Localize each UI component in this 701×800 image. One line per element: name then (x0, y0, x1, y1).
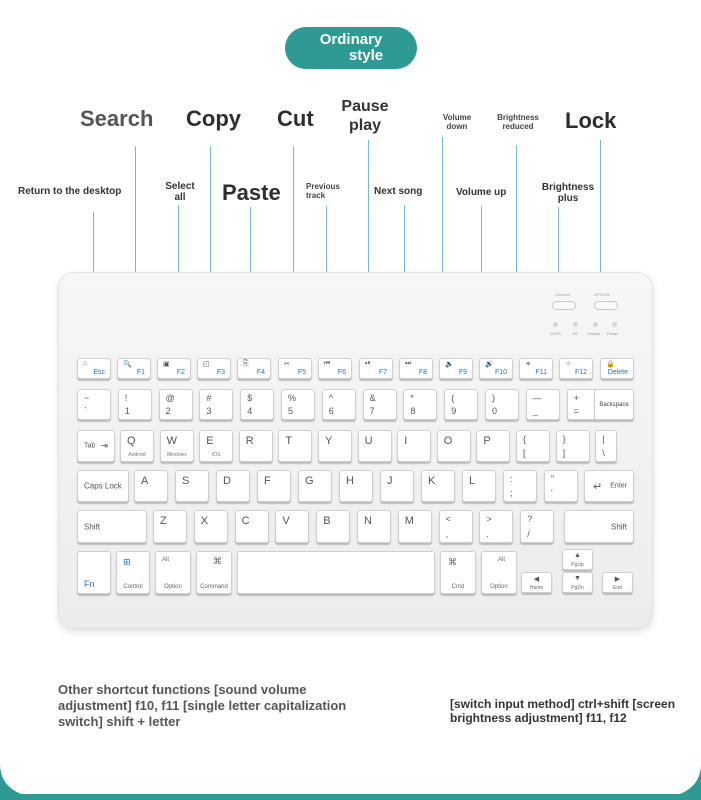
key-letter: B (323, 515, 331, 527)
key-top-char: ~ (84, 393, 90, 403)
bottom-letter-key[interactable] (194, 510, 228, 543)
key-letter: E (206, 435, 214, 447)
right-arrow-icon: ▶ (614, 576, 621, 583)
style-badge (285, 27, 417, 69)
key-letter: V (282, 515, 290, 527)
qwerty-key[interactable] (437, 430, 471, 462)
qwerty-key[interactable] (318, 430, 352, 462)
enter-label: Enter (610, 482, 627, 490)
fn-key-icon: 🔍 (123, 361, 132, 368)
bottom-letter-key[interactable] (275, 510, 309, 543)
fn-key-label: Esc (93, 369, 105, 376)
key-top-char: " (551, 474, 555, 484)
key-letter: J (387, 475, 393, 487)
label-previous-track (306, 182, 340, 200)
key-top-char: > (486, 514, 492, 524)
key-letter: O (443, 435, 453, 447)
fn-key-icon: ☼ (565, 360, 572, 367)
alt-label-right: Alt (498, 557, 506, 563)
tab-arrows-icon: ⇥ (100, 440, 108, 451)
bottom-letter-key[interactable] (439, 510, 473, 543)
label-pause-play (338, 97, 392, 135)
fn-key-icon: ☀ (525, 361, 532, 368)
key-bottom-char: 3 (206, 406, 212, 416)
return-arrow-icon: ↵ (593, 481, 603, 493)
home-row-key[interactable] (175, 470, 209, 502)
command-icon: ⌘ (213, 556, 222, 566)
key-top-char: | (602, 434, 605, 444)
down-arrow-icon: ▼ (574, 575, 581, 582)
key-bottom-char: ` (84, 406, 87, 416)
key-letter: L (469, 475, 476, 487)
key-bottom-char: [ (523, 448, 526, 458)
label-brightness-plus (540, 182, 596, 204)
key-top-char: — (532, 393, 542, 403)
key-bottom-char: 4 (247, 406, 253, 416)
home-label: Home (529, 585, 544, 591)
fn-row-key[interactable] (439, 358, 473, 379)
home-row-key[interactable] (544, 470, 578, 502)
end-label: End (613, 585, 622, 591)
left-shift-label: Shift (84, 522, 101, 531)
home-key[interactable] (521, 572, 552, 593)
option-label-right: Option (490, 584, 508, 590)
label-select-all (162, 181, 198, 203)
option-key[interactable] (155, 551, 191, 594)
fn-row-key[interactable] (117, 358, 151, 379)
key-top-char: & (369, 393, 376, 403)
key-top-char: ( (451, 393, 455, 403)
fn-row-key[interactable] (237, 358, 271, 379)
key-bottom-char: ' (551, 488, 553, 498)
qwerty-key[interactable] (199, 430, 233, 462)
bottom-letter-key[interactable] (398, 510, 432, 543)
alt-label-left: Alt (162, 557, 170, 563)
tab-key[interactable] (77, 430, 115, 462)
fn-key[interactable] (77, 551, 111, 594)
qwerty-key[interactable] (595, 430, 617, 462)
key-bottom-char: 5 (288, 406, 294, 416)
pgdn-key[interactable] (562, 572, 593, 593)
option-label-left: Option (164, 584, 182, 590)
key-top-char: { (523, 434, 527, 444)
fn-row-key[interactable] (479, 358, 513, 379)
fn-key-icon: 🔈 (445, 361, 454, 368)
key-top-char: ) (492, 393, 495, 403)
fn-key-icon: ⏯ (365, 360, 371, 367)
backspace-key[interactable] (594, 389, 634, 420)
command-label: Command (200, 584, 228, 590)
key-letter: R (245, 435, 254, 447)
fn-key-icon: ⏮ (324, 360, 331, 367)
key-letter: Z (160, 515, 167, 527)
end-key[interactable] (602, 572, 633, 593)
label-track: track (306, 191, 326, 200)
bottom-letter-key[interactable] (520, 510, 554, 543)
label-search: Search (80, 106, 154, 131)
qwerty-key[interactable] (516, 430, 550, 462)
qwerty-key[interactable] (358, 430, 392, 462)
label-return-desktop: Return to the desktop (18, 186, 122, 197)
control-label: Control (123, 584, 143, 590)
key-letter: S (182, 475, 190, 487)
fn-row-key[interactable] (600, 358, 634, 379)
fn-key-icon: ⌂ (83, 360, 88, 367)
home-row-key[interactable] (421, 470, 455, 502)
home-row-key[interactable] (462, 470, 496, 502)
fn-key-icon: 🔊 (485, 361, 494, 368)
qwerty-key[interactable] (160, 430, 194, 462)
fn-label: Fn (84, 579, 95, 589)
bottom-letter-key[interactable] (357, 510, 391, 543)
qwerty-key[interactable] (476, 430, 510, 462)
label-brightness-reduced-1: Brightness (497, 113, 539, 122)
fn-key-label: F2 (176, 369, 185, 376)
key-top-char: + (573, 393, 579, 403)
number-row-key[interactable] (485, 389, 519, 420)
key-bottom-char: 9 (451, 406, 457, 416)
fn-key-label: F1 (136, 369, 145, 376)
badge-line-2: style (348, 47, 384, 64)
caps-led (553, 322, 558, 327)
key-letter: I (404, 435, 408, 447)
spacebar[interactable] (237, 551, 435, 594)
qwerty-key[interactable] (278, 430, 312, 462)
option-key-right[interactable] (481, 551, 517, 594)
key-bottom-char: _ (532, 406, 538, 416)
bottom-letter-key[interactable] (479, 510, 513, 543)
key-bottom-char: 6 (328, 406, 334, 416)
key-bottom-char: . (486, 529, 489, 539)
bottom-teal-band (0, 764, 701, 800)
fn-row-key[interactable] (559, 358, 593, 379)
key-os-label: Windows (166, 452, 187, 458)
key-top-char: * (410, 393, 414, 403)
cmd-key-right[interactable] (440, 551, 476, 594)
key-top-char: ^ (328, 393, 334, 403)
cmd-label: Cmd (451, 584, 465, 590)
qwerty-key[interactable] (120, 430, 154, 462)
key-letter: U (364, 435, 373, 447)
label-brightness-plus-1: Brightness (541, 182, 595, 193)
fn-key-icon: 🔒 (606, 361, 615, 368)
key-letter: W (166, 435, 177, 447)
fn-key-label: Delete (607, 369, 628, 376)
bottom-letter-key[interactable] (235, 510, 269, 543)
key-bottom-char: ; (510, 488, 513, 498)
left-arrow-icon: ◀ (533, 576, 540, 583)
key-top-char: ! (124, 393, 128, 403)
label-cut: Cut (277, 106, 314, 131)
caps-lock-key[interactable] (77, 470, 129, 502)
key-letter: Y (325, 435, 333, 447)
shortcut-note-right: [switch input method] ctrl+shift [screen brightness adjustment] f11, f12 (450, 697, 676, 725)
key-letter: A (141, 475, 149, 487)
number-row-key[interactable] (281, 389, 315, 420)
label-copy: Copy (186, 106, 241, 131)
fn-key-label: F8 (418, 369, 427, 376)
fn-row-key[interactable] (197, 358, 231, 379)
backspace-label: Backspace (599, 401, 629, 408)
indicator-panel (548, 292, 628, 342)
key-top-char: @ (165, 393, 175, 403)
label-volume-down (439, 113, 475, 131)
connect-switch[interactable] (552, 301, 576, 310)
number-row-key[interactable] (77, 389, 111, 420)
fn-key-label: F11 (535, 369, 547, 376)
fn-key-icon: ◰ (203, 361, 210, 368)
key-top-char: < (445, 514, 451, 524)
power-label: Power (607, 331, 619, 336)
label-play: play (348, 117, 381, 134)
key-os-label: Android (128, 452, 146, 458)
fn-key-icon: ⎘ (243, 360, 249, 367)
key-letter: H (346, 475, 354, 487)
key-letter: G (305, 475, 314, 487)
qwerty-key[interactable] (397, 430, 431, 462)
key-top-char: : (510, 474, 513, 484)
key-letter: C (241, 515, 250, 527)
fn-key-label: F5 (297, 369, 306, 376)
up-arrow-icon: ▲ (574, 552, 581, 559)
fn-row-key[interactable] (157, 358, 191, 379)
label-lock: Lock (565, 108, 617, 133)
fn-key-label: F10 (494, 369, 507, 376)
control-key[interactable] (116, 551, 150, 594)
fn-row-key[interactable] (278, 358, 312, 379)
key-letter: K (428, 475, 436, 487)
home-row-key[interactable] (216, 470, 250, 502)
label-volume-down-1: Volume (442, 113, 472, 122)
number-row-key[interactable] (444, 389, 478, 420)
enter-key[interactable] (584, 470, 634, 502)
right-shift-label: Shift (610, 522, 627, 531)
label-pause: Pause (341, 98, 389, 115)
fn-row-key[interactable] (77, 358, 111, 379)
command-icon-right: ⌘ (448, 557, 457, 567)
home-row-key[interactable] (380, 470, 414, 502)
fn-row-key[interactable] (399, 358, 433, 379)
home-row-key[interactable] (503, 470, 537, 502)
bottom-letter-key[interactable] (316, 510, 350, 543)
command-key[interactable] (196, 551, 232, 594)
option-label: OPTION (594, 292, 610, 297)
option-switch[interactable] (594, 301, 618, 310)
key-top-char: % (288, 393, 297, 403)
key-letter: F (264, 475, 271, 487)
number-row-key[interactable] (118, 389, 152, 420)
number-row-key[interactable] (322, 389, 356, 420)
key-top-char: } (562, 434, 566, 444)
fn-key-icon: ✂ (284, 361, 290, 368)
bt-led (573, 322, 578, 327)
key-bottom-char: ] (562, 448, 566, 458)
label-select: Select (165, 181, 195, 192)
fn-row-key[interactable] (519, 358, 553, 379)
fn-key-icon: ⏭ (405, 360, 412, 367)
charge-label: Charge (587, 331, 601, 336)
number-row-key[interactable] (159, 389, 193, 420)
key-bottom-char: 2 (165, 406, 171, 416)
key-letter: T (285, 435, 293, 447)
number-row-key[interactable] (240, 389, 274, 420)
power-led (612, 322, 617, 327)
label-paste: Paste (222, 180, 281, 205)
fn-key-label: F6 (337, 369, 346, 376)
tab-label: Tab (84, 442, 96, 450)
fn-key-label: F9 (458, 369, 467, 376)
home-row-key[interactable] (134, 470, 168, 502)
number-row-key[interactable] (199, 389, 233, 420)
key-bottom-char: 0 (492, 406, 498, 416)
fn-row-key[interactable] (359, 358, 393, 379)
caps-lock-label: Caps Lock (84, 481, 122, 491)
windows-icon: ⊞ (123, 557, 131, 567)
charge-led (593, 322, 598, 327)
bottom-letter-key[interactable] (153, 510, 187, 543)
connect-label: Connect (555, 292, 570, 297)
key-letter: D (223, 475, 231, 487)
fn-key-label: F12 (574, 369, 587, 376)
number-row-key[interactable] (526, 389, 560, 420)
key-bottom-char: = (573, 406, 579, 416)
key-letter: M (404, 515, 414, 527)
label-previous: Previous (306, 182, 340, 191)
key-os-label: IOS (211, 452, 221, 458)
fn-key-icon: ▣ (163, 361, 170, 368)
label-brightness-reduced (494, 113, 542, 131)
key-letter: N (364, 515, 372, 527)
key-letter: Q (127, 435, 136, 447)
key-bottom-char: 7 (369, 406, 375, 416)
key-top-char: # (206, 393, 212, 403)
left-shift-key[interactable] (77, 510, 147, 543)
bt-label: BT (573, 331, 579, 336)
number-row-key[interactable] (363, 389, 397, 420)
fn-row-key[interactable] (318, 358, 352, 379)
fn-key-label: F3 (216, 369, 225, 376)
key-letter: P (483, 435, 491, 447)
right-shift-key[interactable] (564, 510, 634, 543)
qwerty-key[interactable] (239, 430, 273, 462)
key-bottom-char: / (527, 529, 530, 539)
home-row-key[interactable] (339, 470, 373, 502)
key-letter: X (200, 515, 209, 527)
label-brightness-plus-2: plus (557, 193, 579, 204)
fn-key-label: F7 (378, 369, 387, 376)
number-row-key[interactable] (403, 389, 437, 420)
key-top-char: ? (527, 514, 533, 524)
shortcut-note-left: Other shortcut functions [sound volume adjustment] f10, f11 [single letter capitalization switch] shift + letter (58, 682, 347, 729)
pgup-key[interactable] (562, 549, 593, 570)
key-bottom-char: , (445, 529, 449, 539)
key-top-char: $ (247, 393, 253, 403)
key-bottom-char: 8 (410, 406, 416, 416)
pgup-label: PgUp (571, 562, 584, 568)
label-volume-up: Volume up (456, 187, 507, 198)
qwerty-key[interactable] (556, 430, 590, 462)
key-bottom-char: \ (602, 448, 605, 458)
caps-label: CAPS (550, 331, 561, 336)
pgdn-label: PgDn (571, 585, 584, 591)
label-volume-down-2: down (446, 122, 468, 131)
home-row-key[interactable] (257, 470, 291, 502)
label-all: all (174, 192, 186, 203)
key-bottom-char: 1 (124, 406, 130, 416)
label-next-song: Next song (374, 186, 423, 197)
home-row-key[interactable] (298, 470, 332, 502)
badge-line-1: Ordinary (319, 31, 383, 48)
fn-key-label: F4 (256, 369, 265, 376)
label-brightness-reduced-2: reduced (502, 122, 534, 131)
